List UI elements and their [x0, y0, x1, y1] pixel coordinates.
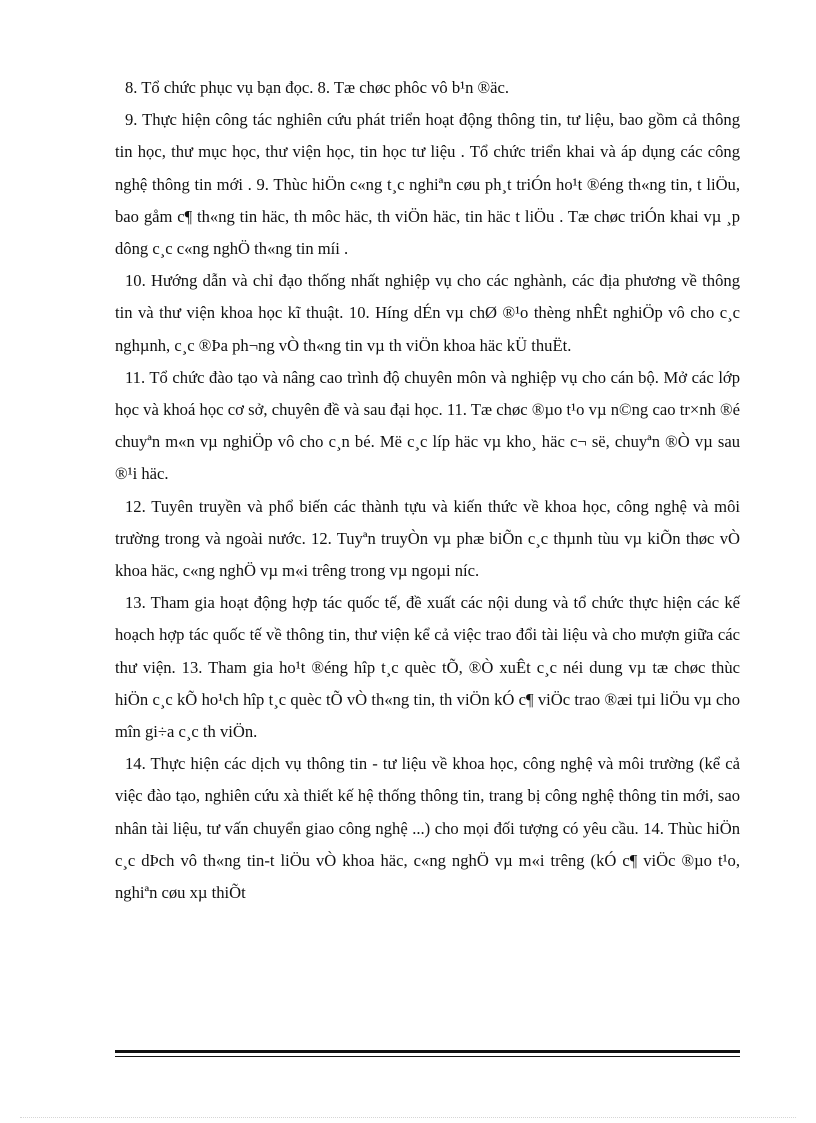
footer-rule-thick: [115, 1050, 740, 1053]
paragraph-11: 11. Tổ chức đào tạo và nâng cao trình độ chuyên môn và nghiệp vụ cho cán bộ. Mở các lớp học và khoá học cơ sở, chuyên đề và sau đại học. 11. Tæ chøc ®µo t¹o vµ n©ng cao tr×nh ®é chuyªn m«n vµ nghiÖp vô cho c¸n bé. Më c¸c líp häc vµ kho¸ häc c¬ së, chuyªn ®Ò vµ sau ®¹i häc.: [115, 367, 740, 484]
paragraph-9: 9. Thực hiện công tác nghiên cứu phát triển hoạt động thông tin, tư liệu, bao gồm cả thông tin học, thư mục học, thư viện học, tin học tư liệu . Tổ chức triển khai và áp dụng các công nghệ thông tin mới . 9. Thùc hiÖn c«ng t¸c nghiªn cøu ph¸t triÓn ho¹t ®éng th«ng tin, t liÖu, bao gåm c¶ th«ng tin häc, th môc häc, th viÖn häc, tin häc t liÖu . Tæ chøc triÓn khai vµ ¸p dông c¸c c«ng nghÖ th«ng tin míi .: [115, 110, 740, 259]
paragraph-8: 8. Tổ chức phục vụ bạn đọc. 8. Tæ chøc phôc vô b¹n ®äc.: [125, 78, 510, 97]
paragraph-12: 12. Tuyên truyền và phổ biến các thành tựu và kiến thức về khoa học, công nghệ và môi trường trong và ngoài nước. 12. Tuyªn truyÒn vµ phæ biÕn c¸c thµnh tùu vµ kiÕn thøc vÒ khoa häc, c«ng nghÖ vµ m«i trêng trong vµ ngoµi níc.: [115, 496, 740, 581]
paragraph-10: 10. Hướng dẫn và chỉ đạo thống nhất nghiệp vụ cho các nghành, các địa phương về thông tin và thư viện khoa học kĩ thuật. 10. Híng dÉn vµ chØ ®¹o thèng nhÊt nghiÖp vô cho c¸c nghµnh, c¸c ®Þa ph¬ng vÒ th«ng tin vµ th viÖn khoa häc kÜ thuËt.: [115, 271, 740, 355]
footer-rule-thin: [115, 1056, 740, 1057]
paragraph-14: 14. Thực hiện các dịch vụ thông tin - tư liệu về khoa học, công nghệ và môi trường (kể cả việc đào tạo, nghiên cứu xà thiết kế hệ thống thông tin, trang bị công nghệ thông tin mới, sao nhân tài liệu, tư vấn chuyển giao công nghệ ...) cho mọi đối tượng có yêu cầu. 14. Thùc hiÖn c¸c dÞch vô th«ng tin-t liÖu vÒ khoa häc, c«ng nghÖ vµ m«i trêng (kÓ c¶ viÖc ®µo t¹o, nghiªn cøu xµ thiÕt: [115, 754, 740, 903]
page-bottom-dotted-line: [20, 1117, 796, 1118]
document-body: [115, 72, 740, 909]
paragraph-13: 13. Tham gia hoạt động hợp tác quốc tế, đề xuất các nội dung và tổ chức thực hiện các kế hoạch hợp tác quốc tế về thông tin, thư viện kể cả việc trao đổi tài liệu và cho mượn giữa các thư viện. 13. Tham gia ho¹t ®éng hîp t¸c quèc tÕ, ®Ò xuÊt c¸c néi dung vµ tæ chøc thùc hiÖn c¸c kÕ ho¹ch hîp t¸c quèc tÕ vÒ th«ng tin, th viÖn kÓ c¶ viÖc trao ®æi tµi liÖu vµ cho mîn gi÷a c¸c th viÖn.: [115, 593, 740, 742]
